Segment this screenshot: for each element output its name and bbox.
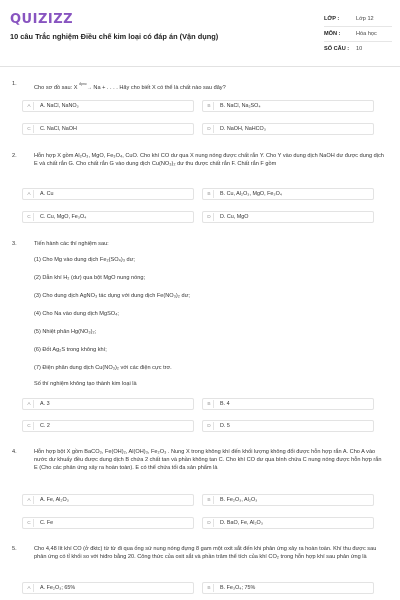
option-c[interactable] [22, 123, 194, 135]
meta-row-subject [324, 27, 392, 42]
option-text: D. NaOH, NaHCO₃ [220, 126, 266, 132]
option-text: A. NaCl, NaNO₃ [40, 103, 79, 109]
worksheet-title: 10 câu Trắc nghiệm Điều chế kim loại có đáp án (Vận dụng) [10, 32, 219, 41]
question-text: Hỗn hợp X gồm Al₂O₃, MgO, Fe₃O₄, CuO. Cho khí CO dư qua X nung nóng được chất rắn Y. Cho Y vào dung dịch NaOH dư được dung dịch E và chất rắn G. Cho chất rắn G vào dung dịch Cu(NO₃)₂ dư thu được chất rắn F. Chất rắn F gồm [34, 153, 384, 168]
option-a[interactable] [22, 494, 194, 506]
option-text: B. Fe₂O₃, Al₂O₃ [220, 497, 258, 503]
option-letter: A [25, 190, 34, 198]
option-text: A. Fe₂O₃; 65% [40, 585, 76, 591]
option-a[interactable] [22, 188, 194, 200]
option-b[interactable] [202, 398, 374, 410]
option-d[interactable] [202, 211, 374, 223]
option-letter: B [205, 190, 214, 198]
option-c[interactable] [22, 420, 194, 432]
option-text: B. Fe₃O₄; 75% [220, 585, 256, 591]
option-b[interactable] [202, 582, 374, 594]
option-d[interactable] [202, 123, 374, 135]
option-letter: B [205, 584, 214, 592]
option-text: C. Cu, MgO, Fe₃O₄ [40, 214, 87, 220]
option-text: D. Cu, MgO [220, 214, 249, 220]
option-text: C. NaCl, NaOH [40, 126, 77, 132]
option-letter: C [25, 125, 34, 133]
option-text: C. 2 [40, 423, 50, 429]
option-letter: D [205, 125, 214, 133]
meta-table [324, 12, 392, 56]
meta-value: Hóa học [356, 31, 377, 37]
option-letter: C [25, 519, 34, 527]
option-letter: C [25, 422, 34, 430]
meta-key: LỚP : [324, 16, 340, 22]
option-letter: C [25, 213, 34, 221]
option-a[interactable] [22, 398, 194, 410]
option-d[interactable] [202, 517, 374, 529]
option-a[interactable] [22, 582, 194, 594]
option-c[interactable] [22, 517, 194, 529]
option-letter: D [205, 213, 214, 221]
meta-row-class [324, 12, 392, 27]
option-text: A. 3 [40, 401, 50, 407]
meta-value: 10 [356, 46, 363, 52]
option-text: B. 4 [220, 401, 230, 407]
option-text: C. Fe [40, 520, 54, 526]
arrow-label: đpnc [79, 82, 87, 86]
option-a[interactable] [22, 100, 194, 112]
option-text: A. Fe, Al₂O₃ [40, 497, 69, 503]
worksheet-page: QUIZIZZ 10 câu Trắc nghiệm Điều chế kim loại có đáp án (Vận dụng) LỚP : Lớp 12 MÔN : Hóa học SỐ CÂU : 10 1. Cho sơ đồ sau: X $^{đpnc}$→ Na + . . . . Hãy cho biết X có thể là chất nào sau đây? A A. NaCl, NaNO₃ B B. NaCl, Na₂SO₄ C C. NaCl, NaOH D D. NaOH, NaHCO₃ 2. Hỗn hợp X gồm Al₂O₃, MgO, Fe₃O₄, CuO. Cho khí CO dư qua X nung nóng được chất rắn Y. Cho Y vào dung dịch NaOH dư được dung dịch E và chất rắn G. Cho chất rắn G vào dung dịch Cu(NO₃)₂ dư thu được chất rắn F. Chất rắn F gồm A A. Cu B B. Cu, Al₂O₃, MgO, Fe₃O₄ C C. Cu, MgO, Fe₃O₄ D D. Cu, MgO 3. Tiến hành các thí nghiệm sau: (1) Cho Mg vào dung dịch Fe₂(SO₄)₃ dư; (2) Dẫn khí H₂ (dư) qua bột MgO nung nóng; (3) Cho dung dịch AgNO₃ tác dụng với dung dịch Fe(NO₃)₂ dư; (4) Cho Na vào dung dịch MgSO₄; (5) Nhiệt phân Hg(NO₃)₂; (6) Đốt Ag₂S trong không khí; (7) Điện phân dung dịch Cu(NO₃)₂ với các điện cực trơ. Số thí nghiệm không tạo thành kim loại là A A. 3 B B. 4 C C. 2 D D. 5 4. Hỗn hợp bột X gồm BaCO₃, Fe(OH)₂, Al(OH)₃, Fe₂O₃ . Nung X trong không khí đến khối lượng không đổi được hỗn hợp rắn A. Cho A vào nước dư khuấy đều được dung dịch B chứa 2 chất tan và phần không tan C. Cho khí CO dư qua bình chứa C nung nóng được hỗn hợp rắn E (Cho các phản ứng xảy ra hoàn toàn). E có thể chứa tối đa sản phẩm là A A. Fe, Al₂O₃ B B. Fe₂O₃, Al₂O₃ C C. Fe D D. BaO, Fe, Al₂O₃ 5. Cho 4,48 lít khí CO (ở đktc) từ từ đi qua ống sứ nung nóng đựng 8 gam một oxit sắt đến khi phản ứng xảy ra hoàn toàn. Khí thu được sau phản ứng có tỉ khối so với hiđro bằng 20. Công thức của oxit sắt và phần trăm thể tích của khí CO₂ trong hỗn hợp khí sau phản ứng là A A. Fe₂O₃; 65% B B. Fe₃O₄; 75% [0, 0, 400, 600]
question-text: Cho 4,48 lít khí CO (ở đktc) từ từ đi qua ống sứ nung nóng đựng 8 gam một oxit sắt đến khi phản ứng xảy ra hoàn toàn. Khí thu được sau phản ứng có tỉ khối so với hiđro bằng 20. Công thức của oxit sắt và phần trăm thể tích của khí CO₂ trong hỗn hợp khí sau phản ứng là [34, 546, 377, 561]
option-text: D. BaO, Fe, Al₂O₃ [220, 520, 263, 526]
quizizz-logo: QUIZIZZ [10, 12, 74, 27]
option-text: A. Cu [40, 191, 54, 197]
question-text: Hỗn hợp bột X gồm BaCO₃, Fe(OH)₂, Al(OH)₃, Fe₂O₃ . Nung X trong không khí đến khối lượng không đổi được hỗn hợp rắn A. Cho A vào nước dư khuấy đều được dung dịch B chứa 2 chất tan và phần không tan C. Cho khí CO dư qua bình chứa C nung nóng được hỗn hợp rắn E (Cho các phản ứng xảy ra hoàn toàn). E có thể chứa tối đa sản phẩm là [34, 449, 382, 472]
meta-key: SỐ CÂU : [324, 46, 350, 52]
option-letter: A [25, 496, 34, 504]
question-text-before: Cho sơ đồ sau: X [34, 85, 78, 91]
option-letter: A [25, 400, 34, 408]
meta-row-count [324, 42, 392, 56]
option-text: B. NaCl, Na₂SO₄ [220, 103, 261, 109]
option-letter: D [205, 519, 214, 527]
option-d[interactable] [202, 420, 374, 432]
question-number: 2. [12, 153, 17, 159]
option-letter: D [205, 422, 214, 430]
question-number: 5. [12, 546, 17, 552]
option-text: B. Cu, Al₂O₃, MgO, Fe₃O₄ [220, 191, 283, 197]
option-b[interactable] [202, 494, 374, 506]
option-letter: B [205, 102, 214, 110]
question-text-after: Na + . . . . Hãy cho biết X có thể là chất nào sau đây? [93, 85, 226, 91]
option-b[interactable] [202, 188, 374, 200]
reaction-arrow: $^{đpnc}$→ [79, 82, 92, 91]
option-text: D. 5 [220, 423, 230, 429]
meta-key: MÔN : [324, 31, 341, 37]
option-letter: A [25, 584, 34, 592]
worksheet-header [0, 0, 400, 67]
option-c[interactable] [22, 211, 194, 223]
question-text [34, 80, 384, 92]
question-number: 3. [12, 241, 17, 247]
question-text: Tiến hành các thí nghiệm sau: [34, 241, 109, 247]
question-number: 4. [12, 449, 17, 455]
option-letter: B [205, 496, 214, 504]
option-b[interactable] [202, 100, 374, 112]
question-number: 1. [12, 81, 17, 87]
option-letter: A [25, 102, 34, 110]
meta-value: Lớp 12 [356, 16, 374, 22]
option-letter: B [205, 400, 214, 408]
